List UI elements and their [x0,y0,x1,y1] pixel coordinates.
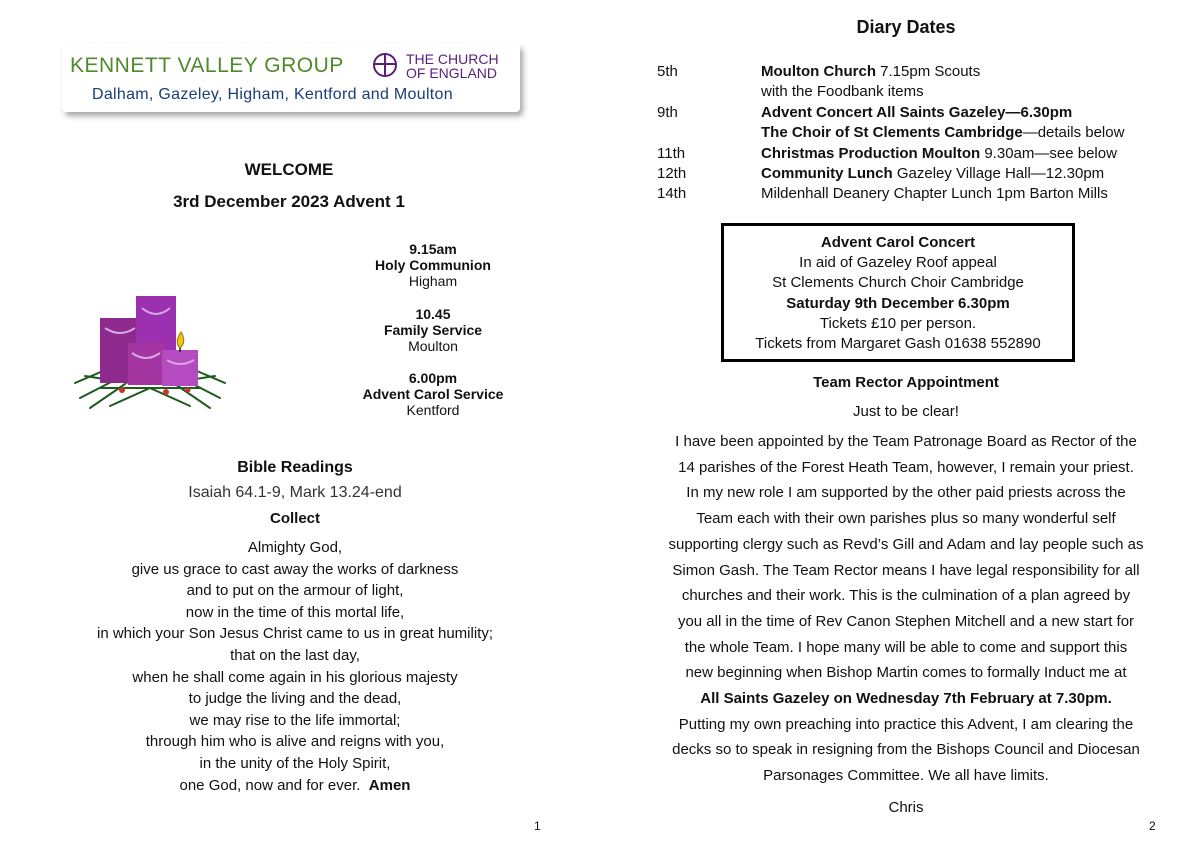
welcome-heading: WELCOME [244,160,334,179]
diary-text [761,63,980,80]
service-item [330,370,536,418]
diary-day: 9th [657,103,678,121]
service-time: 10.45 [415,306,451,322]
diary-text-bold: The Choir of St Clements Cambridge [761,124,1023,142]
diary-text-rest: 7.15pm Scouts [875,63,981,80]
diary-text-rest: Mildenhall Deanery Chapter Lunch 1pm Barton Mills [761,185,1108,203]
collect-line-final [60,775,530,797]
diary-row [657,165,1177,185]
article-line: decks so to speak in resigning from the Bishops Council and Diocesan [672,741,1140,759]
logo-coe-line1: THE CHURCH [406,51,499,67]
collect-line: now in the time of this mortal life, [185,603,405,621]
article-line: Parsonages Committee. We all have limits. [763,767,1049,785]
diary-text [761,124,1124,141]
diary-row [657,185,1177,205]
collect-line: and to put on the armour of light, [186,582,404,600]
collect-prayer [60,537,530,796]
collect-line: when he shall come again in his glorious majesty [132,668,458,686]
diary-dates-heading: Diary Dates [856,17,956,37]
collect-heading: Collect [269,510,320,527]
collect-line: in which your Son Jesus Christ came to us in great humility; [97,625,493,643]
diary-day: 12th [657,164,687,182]
article-line: Putting my own preaching into practice this Advent, I am clearing the [678,715,1134,733]
article-line: 14 parishes of the Forest Heath Team, however, I remain your priest. [678,458,1134,476]
church-of-england-cross-icon [372,52,398,78]
diary-day: 14th [657,185,687,203]
article-line: the whole Team. I hope many will be able to come and support this [684,638,1128,656]
diary-text-rest: Gazeley Village Hall—12.30pm [892,164,1105,182]
advent-candles-icon [70,288,230,418]
logo-villages: Dalham, Gazeley, Higham, Kentford and Moulton [92,86,453,103]
page-number-2: 2 [1149,819,1156,833]
concert-box [721,223,1075,362]
concert-date: Saturday 9th December 6.30pm [786,294,1010,312]
service-item [330,306,536,354]
logo-coe-line2: OF ENGLAND [406,65,498,81]
collect-amen: Amen [368,776,411,794]
diary-row [657,104,1177,124]
diary-text-bold: Community Lunch [761,164,893,182]
service-name: Family Service [383,322,483,338]
bible-readings-heading: Bible Readings [237,459,353,476]
diary-text-bold: Moulton Church [761,63,876,80]
article-body [648,429,1164,789]
diary-text [761,145,1117,162]
concert-title: Advent Carol Concert [820,234,976,251]
collect-line: we may rise to the life immortal; [189,711,401,729]
concert-appeal: In aid of Gazeley Roof appeal [799,254,997,272]
group-logo [62,44,520,112]
collect-line: in the unity of the Holy Spirit, [199,754,391,772]
diary-text-rest: 9.30am—see below [980,144,1117,162]
diary-text-rest: —details below [1022,124,1125,142]
logo-group-name: KENNETT VALLEY GROUP [70,54,344,77]
article-line: In my new role I am supported by the other paid priests across the [686,484,1126,502]
article-heading: Team Rector Appointment [813,374,999,391]
article-intro: Just to be clear! [853,403,959,420]
diary-row [657,145,1177,165]
collect-line: one God, now and for ever. [179,776,361,794]
concert-tickets: Tickets £10 per person. [819,314,977,332]
diary-text-rest: with the Foodbank items [761,83,924,101]
service-date-heading: 3rd December 2023 Advent 1 [173,192,405,211]
diary-text [761,165,1104,182]
diary-row [657,63,1177,83]
diary-text [761,185,1108,202]
article-line: you all in the time of Rev Canon Stephen Mitchell and a new start for [677,612,1135,630]
service-item [330,241,536,289]
service-place: Higham [408,273,458,289]
diary-text [761,104,1072,121]
signature: Chris [888,799,924,816]
article-induction-line: All Saints Gazeley on Wednesday 7th February at 7.30pm. [700,690,1112,708]
diary-row [657,83,1177,103]
article-line: Team each with their own parishes plus so many wonderful self [696,510,1116,528]
article-line: supporting clergy such as Revd’s Gill and Adam and lay people such as [668,535,1144,553]
service-name: Advent Carol Service [362,386,504,402]
diary-day: 11th [657,144,686,162]
diary-day: 5th [657,63,678,80]
page-number-1: 1 [534,819,541,833]
article-line: I have been appointed by the Team Patronage Board as Rector of the [675,433,1137,450]
logo-church-of-england [406,52,499,80]
diary-row [657,124,1177,144]
diary-text [761,83,924,100]
service-time: 9.15am [409,241,457,257]
concert-contact: Tickets from Margaret Gash 01638 552890 [755,335,1041,353]
diary-text-bold: Christmas Production Moulton [761,144,981,162]
diary-text-bold: Advent Concert All Saints Gazeley—6.30pm [761,103,1073,121]
service-name: Holy Communion [375,257,491,273]
service-place: Kentford [406,402,460,418]
collect-line: give us grace to cast away the works of darkness [131,560,459,578]
article-line: Simon Gash. The Team Rector means I have legal responsibility for all [672,561,1140,579]
diary-list [657,63,1177,206]
article-line: churches and their work. This is the culmination of a plan agreed by [681,587,1131,605]
bible-readings: Isaiah 64.1-9, Mark 13.24-end [188,484,402,501]
collect-line: Almighty God, [247,539,343,556]
article-line: new beginning when Bishop Martin comes to formally Induct me at [685,664,1127,682]
service-time: 6.00pm [408,370,458,386]
concert-choir: St Clements Church Choir Cambridge [772,274,1024,292]
collect-line: that on the last day, [230,646,360,664]
collect-line: to judge the living and the dead, [188,690,402,708]
service-place: Moulton [408,338,458,354]
collect-line: through him who is alive and reigns with you, [145,733,445,751]
